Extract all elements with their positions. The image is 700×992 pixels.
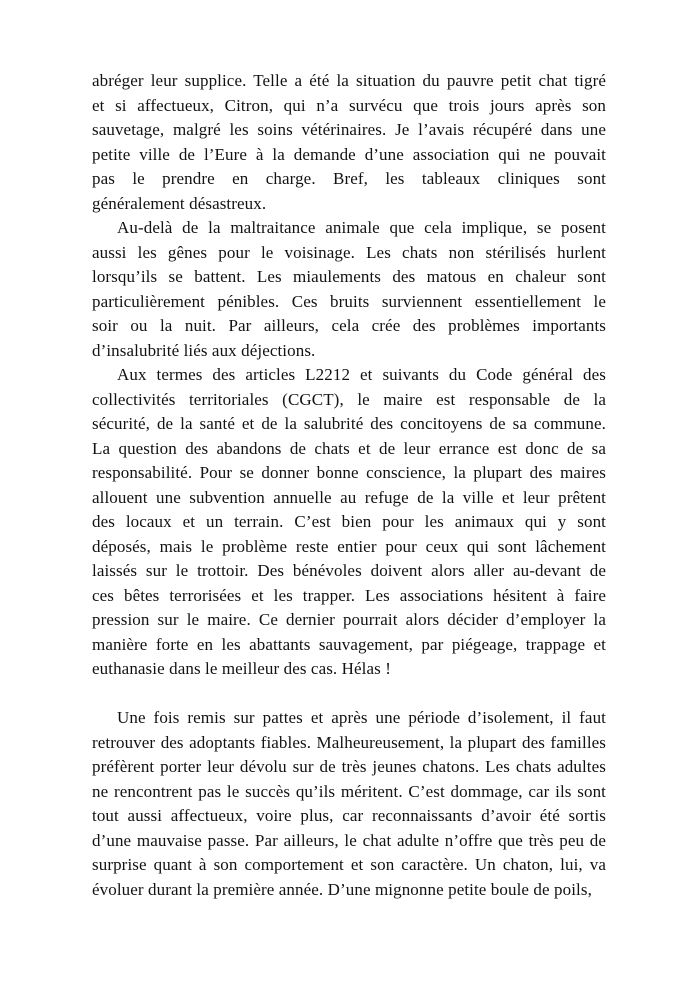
text-line: déposés, mais le problème reste entier pour ceux qui sont lâchement: [92, 536, 606, 556]
text-line: La question des abandons de chats et de leur errance est donc de sa: [92, 438, 606, 458]
text-line: sécurité, de la santé et de la salubrité des concitoyens de sa commune.: [92, 414, 606, 433]
text-line: ces bêtes terrorisées et les trapper. Les associations hésitent à faire: [92, 585, 606, 605]
text-line: Au-delà de la maltraitance animale que cela implique, se posent: [117, 218, 606, 237]
text-line: sauvetage, malgré les soins vétérinaires. Je l’avais récupéré dans une: [92, 120, 606, 139]
text-line: d’insalubrité liés aux déjections.: [92, 340, 316, 360]
text-line: d’une mauvaise passe. Par ailleurs, le chat adulte n’offre que très peu de: [92, 830, 606, 850]
text-line: Une fois remis sur pattes et après une période d’isolement, il faut: [117, 708, 606, 727]
text-line: euthanasie dans le meilleur des cas. Hélas !: [92, 659, 391, 678]
paragraph: [92, 363, 606, 682]
paragraph: [92, 69, 606, 216]
paragraph: [92, 706, 606, 902]
text-line: allouent une subvention annuelle au refuge de la ville et leur prêtent: [92, 487, 606, 507]
text-line: collectivités territoriales (CGCT), le maire est responsable de la: [92, 389, 606, 409]
text-line: petite ville de l’Eure à la demande d’une association qui ne pouvait: [92, 144, 606, 164]
text-line: lorsqu’ils se battent. Les miaulements des matous en chaleur sont: [92, 267, 606, 286]
text-line: généralement désastreux.: [92, 193, 267, 213]
text-line: des locaux et un terrain. C’est bien pour les animaux qui y sont: [92, 512, 606, 531]
text-line: pas le prendre en charge. Bref, les tableaux cliniques sont: [92, 169, 606, 188]
text-line: laissés sur le trottoir. Des bénévoles doivent alors aller au-devant de: [92, 561, 606, 580]
text-line: responsabilité. Pour se donner bonne conscience, la plupart des maires: [92, 463, 606, 482]
text-line: ne rencontrent pas le succès qu’ils méritent. C’est dommage, car ils sont: [92, 781, 606, 801]
text-line: évoluer durant la première année. D’une mignonne petite boule de poils,: [92, 879, 592, 899]
text-line: et si affectueux, Citron, qui n’a survécu que trois jours après son: [92, 95, 606, 115]
text-line: surprise quant à son comportement et son caractère. Un chaton, lui, va: [92, 855, 606, 874]
text-line: aussi les gênes pour le voisinage. Les chats non stérilisés hurlent: [92, 242, 606, 262]
text-line: pression sur le maire. Ce dernier pourrait alors décider d’employer la: [92, 610, 606, 629]
text-line: soir ou la nuit. Par ailleurs, cela crée des problèmes importants: [92, 316, 606, 335]
text-line: abréger leur supplice. Telle a été la situation du pauvre petit chat tigré: [92, 71, 606, 90]
text-line: tout aussi affectueux, voire plus, car reconnaissants d’avoir été sortis: [92, 806, 606, 825]
text-line: retrouver des adoptants fiables. Malheureusement, la plupart des familles: [92, 732, 606, 752]
text-line: préfèrent porter leur dévolu sur de très jeunes chatons. Les chats adultes: [92, 757, 606, 776]
text-line: manière forte en les abattants sauvagement, par piégeage, trappage et: [92, 634, 606, 654]
text-column: [92, 69, 606, 902]
paragraph: [92, 216, 606, 363]
text-line: particulièrement pénibles. Ces bruits surviennent essentiellement le: [92, 291, 606, 311]
text-line: Aux termes des articles L2212 et suivants du Code général des: [117, 365, 606, 384]
